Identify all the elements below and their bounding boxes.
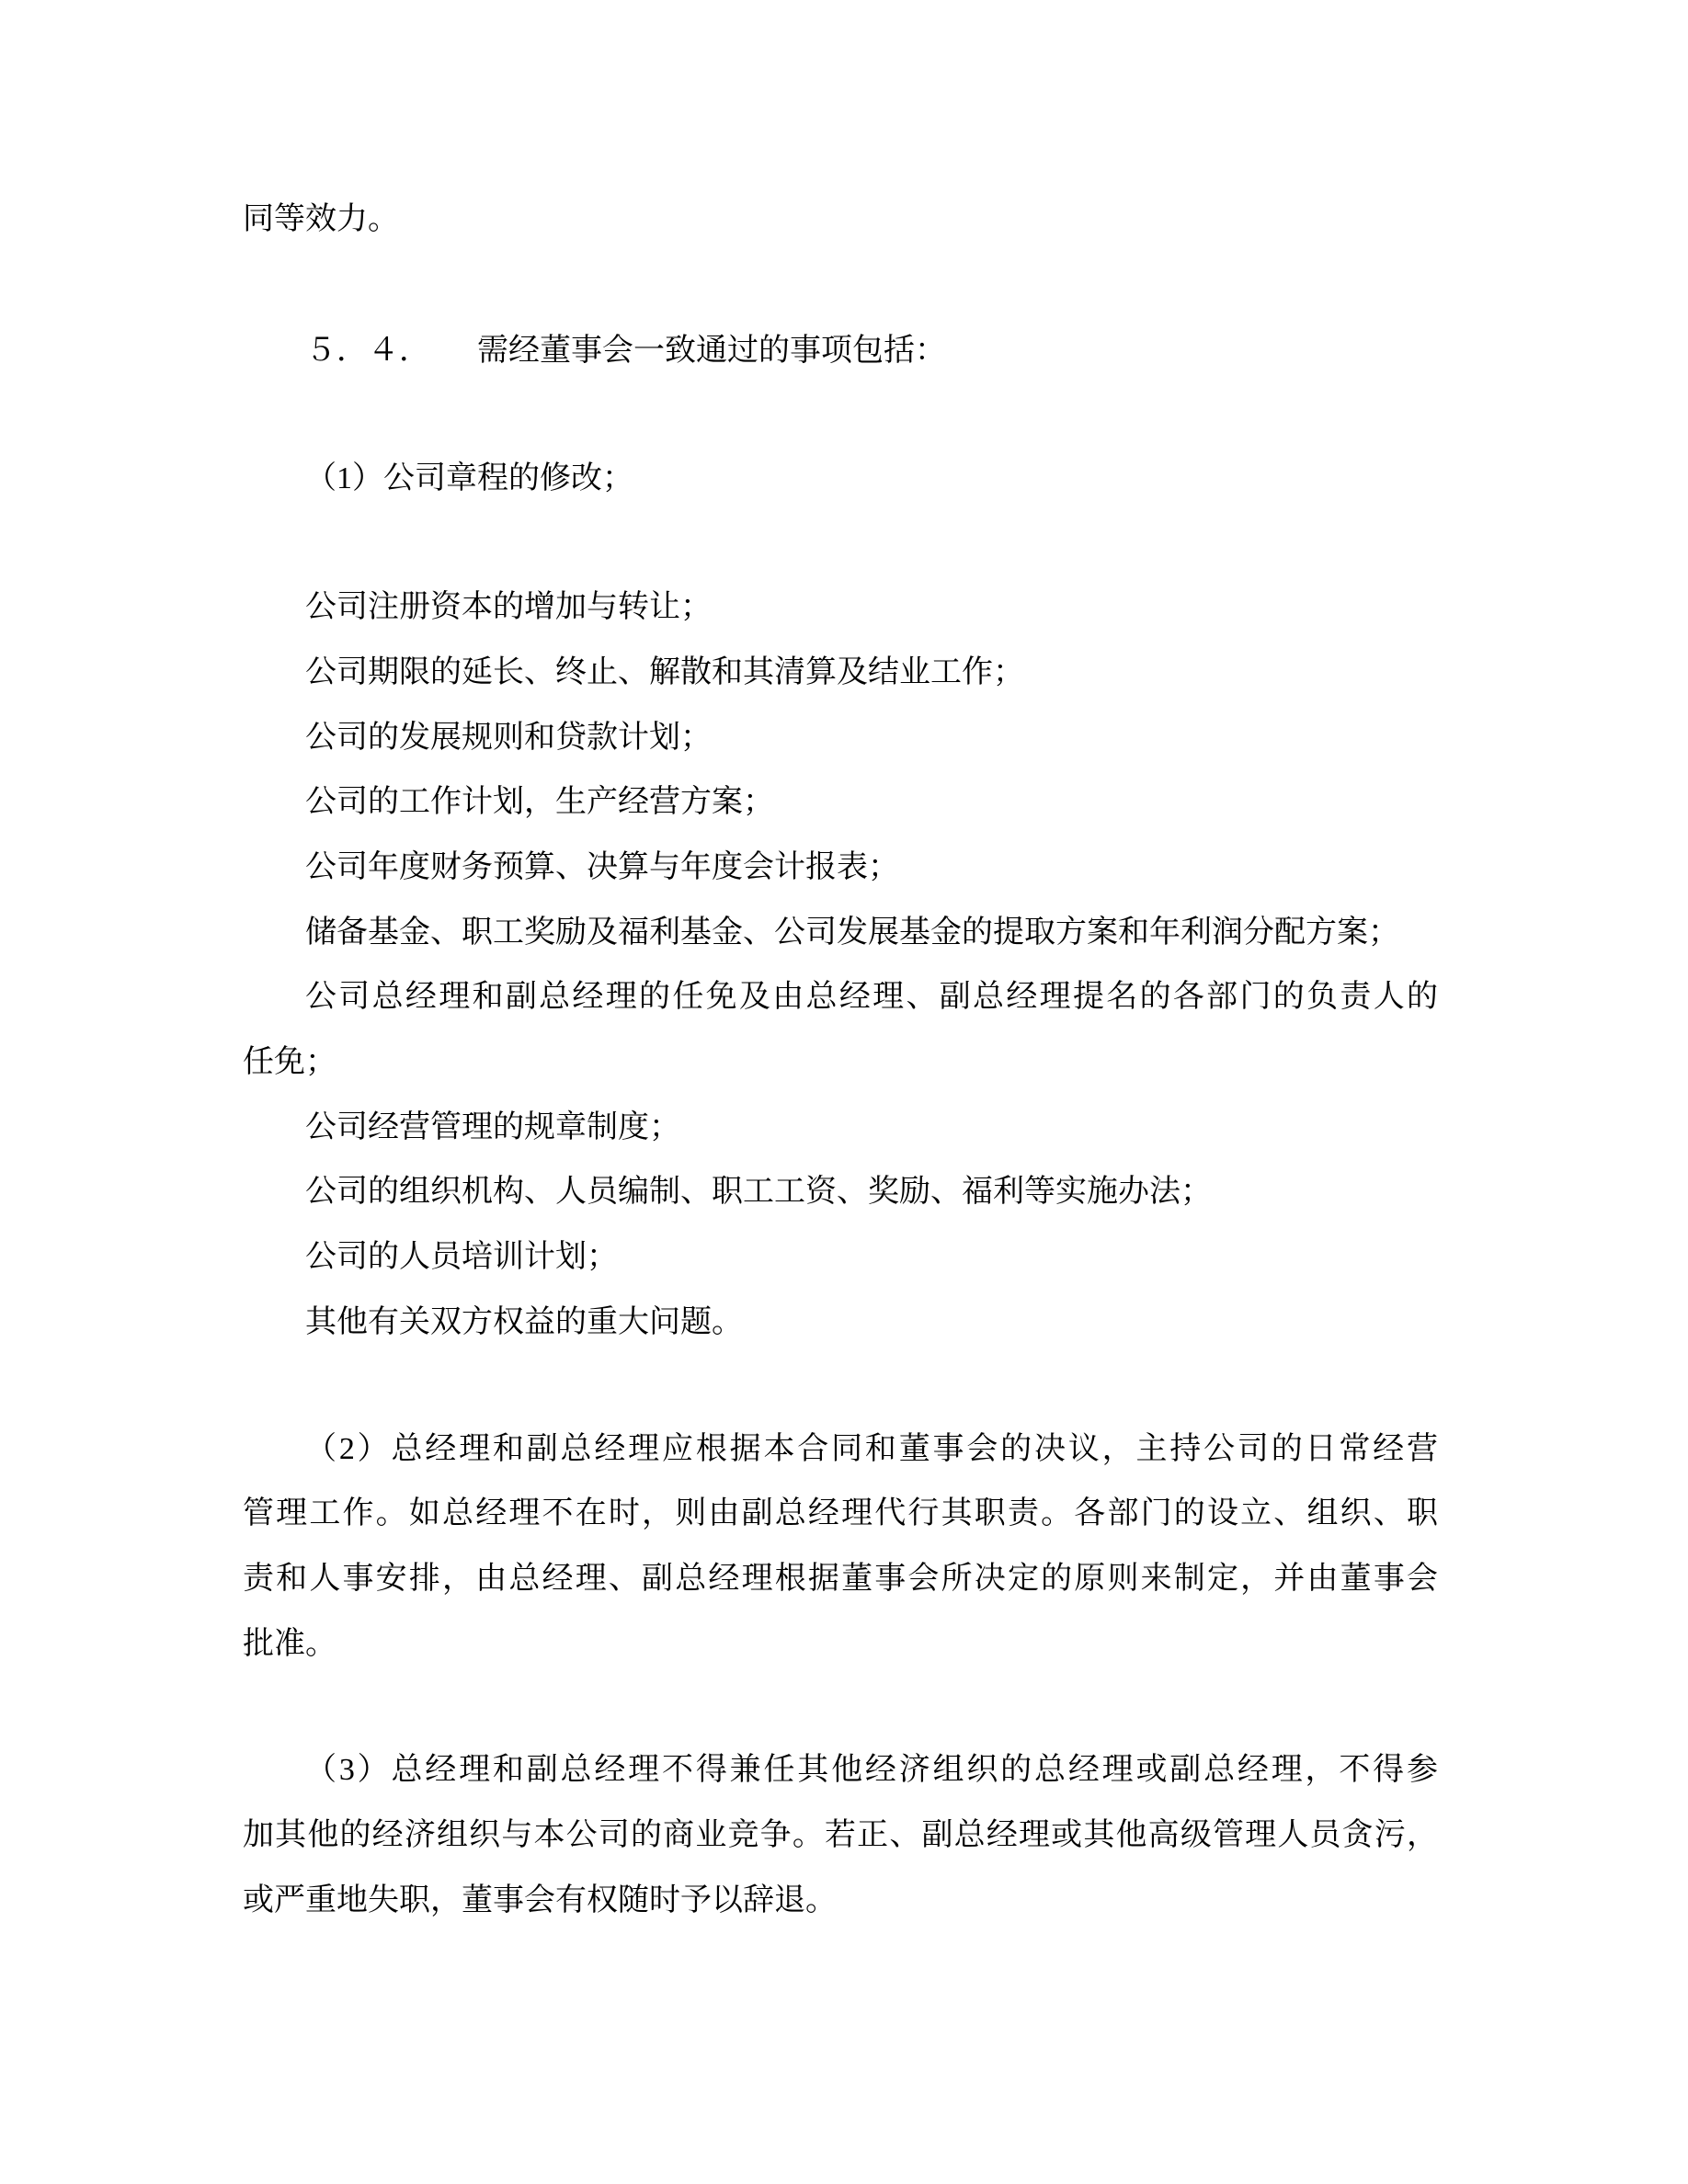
- text-line: 公司年度财务预算、决算与年度会计报表；: [305, 849, 899, 884]
- text-line: 公司的组织机构、人员编制、职工工资、奖励、福利等实施办法；: [305, 1175, 1212, 1210]
- paragraph: [243, 575, 1438, 1355]
- paragraph: [243, 1417, 1438, 1678]
- paragraph: [243, 1738, 1438, 1933]
- text-line: 公司的发展规则和贷款计划；: [305, 720, 712, 755]
- text-line: 责和人事安排，由总经理、副总经理根据董事会所决定的原则来制定，并由董事会: [243, 1561, 1438, 1596]
- text-line: （2）总经理和副总经理应根据本合同和董事会的决议，主持公司的日常经营: [305, 1431, 1438, 1466]
- text-line: 加其他的经济组织与本公司的商业竞争。若正、副总经理或其他高级管理人员贪污，: [243, 1818, 1438, 1853]
- text-line: 公司的人员培训计划；: [305, 1240, 618, 1275]
- text-line: 公司注册资本的增加与转让；: [305, 590, 712, 625]
- text-line: 公司的工作计划，生产经营方案；: [305, 785, 774, 820]
- document-body: [243, 188, 1438, 1933]
- text-line: （3）总经理和副总经理不得兼任其他经济组织的总经理或副总经理，不得参: [305, 1753, 1438, 1788]
- paragraph: [243, 188, 1438, 253]
- text-line: （1）公司章程的修改；: [305, 461, 633, 496]
- text-line: 批准。: [243, 1626, 336, 1661]
- text-line: 任免；: [243, 1045, 336, 1080]
- text-line: 储备基金、职工奖励及福利基金、公司发展基金的提取方案和年利润分配方案；: [305, 915, 1399, 950]
- text-line: 管理工作。如总经理不在时，则由副总经理代行其职责。各部门的设立、组织、职: [243, 1496, 1438, 1531]
- paragraph: [243, 319, 1438, 384]
- text-line: 公司经营管理的规章制度；: [305, 1109, 680, 1144]
- text-line: 公司期限的延长、终止、解散和其清算及结业工作；: [305, 654, 1024, 689]
- text-line: 同等效力。: [243, 202, 399, 236]
- text-line: 或严重地失职，董事会有权随时予以辞退。: [243, 1883, 837, 1917]
- text-line: 公司总经理和副总经理的任免及由总经理、副总经理提名的各部门的负责人的: [305, 980, 1438, 1015]
- text-line: ５．４． 需经董事会一致通过的事项包括：: [305, 333, 946, 368]
- text-line: 其他有关双方权益的重大问题。: [305, 1304, 743, 1339]
- paragraph: [243, 447, 1438, 512]
